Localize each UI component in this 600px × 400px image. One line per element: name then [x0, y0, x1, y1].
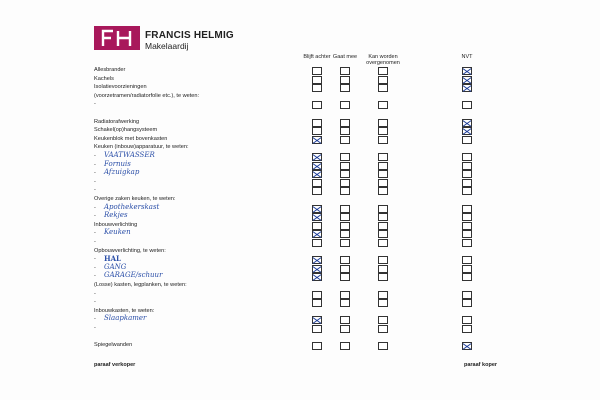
checkbox-checked[interactable] — [312, 256, 322, 264]
checkbox[interactable] — [378, 230, 388, 238]
handwritten-entry: Afzuigkap — [104, 168, 140, 177]
checkbox[interactable] — [462, 291, 472, 299]
checkbox[interactable] — [340, 291, 350, 299]
row-label: - — [94, 316, 96, 323]
checkbox[interactable] — [462, 213, 472, 221]
checkbox[interactable] — [312, 299, 322, 307]
checkbox[interactable] — [312, 101, 322, 109]
checkbox[interactable] — [340, 239, 350, 247]
row-label: Opbouwverlichting, te weten: — [94, 247, 166, 254]
handwritten-entry: GANG — [104, 262, 127, 271]
checkbox[interactable] — [462, 273, 472, 281]
checkbox[interactable] — [462, 162, 472, 170]
handwritten-entry: HAL — [104, 254, 121, 264]
row-label: - — [94, 187, 96, 194]
checkbox[interactable] — [378, 101, 388, 109]
row-label: Inbouwkasten, te weten: — [94, 307, 155, 314]
row-label: - — [94, 290, 96, 297]
brand-name: FRANCIS HELMIG — [145, 30, 234, 41]
row-label: - — [94, 256, 96, 263]
checkbox[interactable] — [340, 119, 350, 127]
checkbox[interactable] — [378, 299, 388, 307]
handwritten-entry: Fornuis — [104, 159, 131, 168]
checkbox[interactable] — [462, 316, 472, 324]
checkbox-checked[interactable] — [462, 76, 472, 84]
checkbox[interactable] — [340, 325, 350, 333]
column-header: Blijft achter — [303, 54, 331, 60]
checkbox-checked[interactable] — [312, 316, 322, 324]
handwritten-entry: Rekjes — [104, 211, 128, 220]
checkbox[interactable] — [378, 179, 388, 187]
row-label: Kachels — [94, 75, 114, 82]
handwritten-entry: VAATWASSER — [104, 151, 155, 159]
checkbox[interactable] — [340, 84, 350, 92]
checkbox-checked[interactable] — [312, 205, 322, 213]
checkbox-checked[interactable] — [462, 127, 472, 135]
row-label: - — [94, 101, 96, 108]
row-label: - — [94, 204, 96, 211]
checkbox[interactable] — [312, 291, 322, 299]
checkbox[interactable] — [462, 153, 472, 161]
checkbox[interactable] — [340, 136, 350, 144]
checkbox-checked[interactable] — [312, 230, 322, 238]
checkbox-checked[interactable] — [312, 136, 322, 144]
checklist-row — [94, 342, 514, 351]
checkbox-checked[interactable] — [312, 213, 322, 221]
handwritten-entry: Slaapkamer — [104, 314, 147, 323]
checkbox[interactable] — [462, 299, 472, 307]
checkbox[interactable] — [312, 239, 322, 247]
row-label: Keuken (inbouw)apparatuur, te weten: — [94, 144, 189, 151]
brand-subtitle: Makelaardij — [145, 41, 189, 51]
checkbox[interactable] — [340, 187, 350, 195]
checkbox[interactable] — [340, 299, 350, 307]
checkbox[interactable] — [378, 127, 388, 135]
row-label: - — [94, 170, 96, 177]
row-label: (voorzetramen/radiatorfolie etc.), te weten: — [94, 92, 200, 99]
handwritten-entry: Apothekerskast — [104, 202, 160, 211]
checkbox[interactable] — [340, 170, 350, 178]
checkbox[interactable] — [340, 162, 350, 170]
checkbox-checked[interactable] — [462, 84, 472, 92]
checkbox-checked[interactable] — [462, 342, 472, 350]
row-label: - — [94, 230, 96, 237]
checkbox[interactable] — [378, 84, 388, 92]
checkbox[interactable] — [378, 222, 388, 230]
row-label: Radiatorafwerking — [94, 118, 140, 125]
row-label: - — [94, 325, 96, 331]
row-label: Overige zaken keuken, te weten: — [94, 196, 176, 202]
checkbox[interactable] — [378, 342, 388, 350]
row-label: Allesbrander — [94, 67, 126, 73]
checkbox[interactable] — [340, 230, 350, 238]
checkbox[interactable] — [312, 119, 322, 127]
checkbox[interactable] — [312, 76, 322, 84]
handwritten-entry: GARAGE/schuur — [104, 271, 163, 280]
row-label: - — [94, 273, 96, 280]
checkbox[interactable] — [312, 67, 322, 75]
checkbox[interactable] — [340, 153, 350, 161]
footer-paraaf-koper: paraaf koper — [464, 362, 498, 368]
checkbox[interactable] — [462, 256, 472, 264]
row-label: Spiegelwanden — [94, 342, 133, 349]
checkbox[interactable] — [378, 162, 388, 170]
column-header: NVT — [461, 54, 473, 60]
checkbox[interactable] — [312, 179, 322, 187]
row-label: Keukenblok met bovenkasten — [94, 135, 168, 142]
checkbox[interactable] — [340, 256, 350, 264]
checkbox-checked[interactable] — [462, 119, 472, 127]
row-label: Inbouwverlichting — [94, 221, 138, 228]
checkbox[interactable] — [378, 213, 388, 221]
checkbox[interactable] — [340, 205, 350, 213]
checkbox[interactable] — [378, 187, 388, 195]
checkbox[interactable] — [462, 101, 472, 109]
checkbox[interactable] — [312, 325, 322, 333]
checkbox[interactable] — [378, 239, 388, 247]
checkbox-checked[interactable] — [312, 265, 322, 273]
checkbox-checked[interactable] — [462, 67, 472, 75]
checkbox[interactable] — [378, 256, 388, 264]
column-header: Kan worden overgenomen — [366, 54, 400, 66]
checkbox[interactable] — [340, 67, 350, 75]
checkbox[interactable] — [340, 273, 350, 281]
row-label: - — [94, 239, 96, 245]
checkbox-checked[interactable] — [312, 273, 322, 281]
row-label: - — [94, 153, 96, 159]
checkbox[interactable] — [340, 76, 350, 84]
checkbox[interactable] — [340, 213, 350, 221]
checkbox[interactable] — [378, 325, 388, 333]
footer-paraaf-verkoper: paraaf verkoper — [94, 362, 136, 368]
checkbox[interactable] — [462, 205, 472, 213]
checkbox[interactable] — [462, 187, 472, 195]
checkbox[interactable] — [462, 325, 472, 333]
row-label: - — [94, 178, 96, 185]
checkbox[interactable] — [312, 187, 322, 195]
checkbox[interactable] — [462, 230, 472, 238]
checkbox[interactable] — [340, 179, 350, 187]
checkbox[interactable] — [340, 316, 350, 324]
row-label: - — [94, 161, 96, 168]
brand-logo — [94, 26, 140, 50]
checkbox[interactable] — [378, 170, 388, 178]
checkbox[interactable] — [378, 316, 388, 324]
fh-logo-icon — [94, 26, 140, 50]
checkbox-checked[interactable] — [312, 162, 322, 170]
row-label: - — [94, 264, 96, 271]
checkbox[interactable] — [312, 342, 322, 350]
checkbox[interactable] — [378, 119, 388, 127]
checkbox[interactable] — [378, 265, 388, 273]
row-label: - — [94, 213, 96, 220]
checkbox[interactable] — [340, 222, 350, 230]
checkbox[interactable] — [462, 136, 472, 144]
checkbox[interactable] — [340, 342, 350, 350]
checkbox[interactable] — [378, 273, 388, 281]
checkbox[interactable] — [340, 101, 350, 109]
checkbox[interactable] — [378, 67, 388, 75]
row-label: (Losse) kasten, legplanken, te weten: — [94, 282, 187, 288]
checkbox[interactable] — [378, 153, 388, 161]
handwritten-entry: Keuken — [104, 228, 131, 237]
checkbox[interactable] — [340, 265, 350, 273]
row-label: Schakel(op)hangsysteem — [94, 127, 158, 134]
checkbox[interactable] — [462, 179, 472, 187]
checkbox[interactable] — [462, 265, 472, 273]
checkbox-checked[interactable] — [312, 153, 322, 161]
checkbox[interactable] — [312, 84, 322, 92]
column-header: Gaat mee — [332, 54, 358, 60]
checkbox-checked[interactable] — [312, 170, 322, 178]
checkbox[interactable] — [378, 205, 388, 213]
row-label: - — [94, 299, 96, 306]
checkbox[interactable] — [312, 222, 322, 230]
checkbox[interactable] — [462, 170, 472, 178]
checkbox[interactable] — [340, 127, 350, 135]
checkbox[interactable] — [312, 127, 322, 135]
row-label: Isolatievoorzieningen — [94, 84, 147, 91]
checkbox[interactable] — [378, 136, 388, 144]
checkbox[interactable] — [378, 291, 388, 299]
checkbox[interactable] — [462, 222, 472, 230]
checkbox[interactable] — [378, 76, 388, 84]
checkbox[interactable] — [462, 239, 472, 247]
